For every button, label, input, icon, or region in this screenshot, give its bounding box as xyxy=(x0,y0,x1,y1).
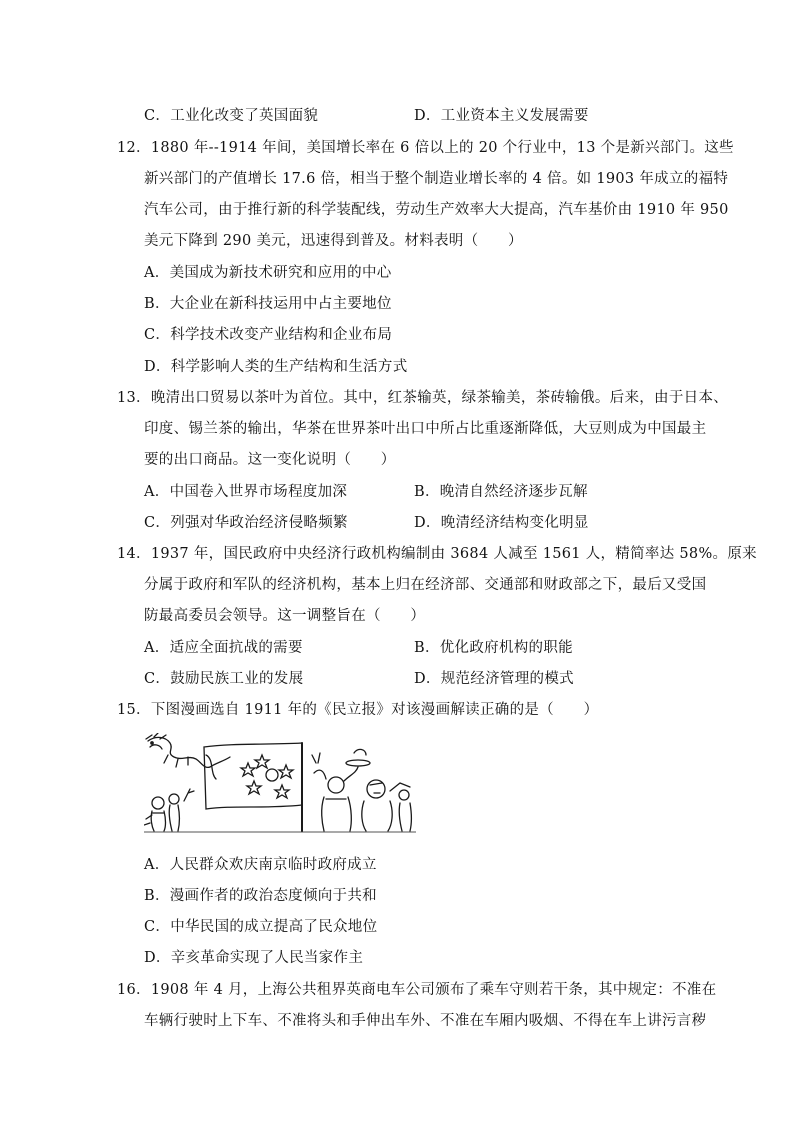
q14-option-b: B．优化政府机构的职能 xyxy=(414,640,573,656)
q12-stem-line-1: 12．1880 年--1914 年间，美国增长率在 6 倍以上的 20 个行业中，13 个是新兴部门。这些 xyxy=(117,140,734,156)
q15-stem-line-1: 15．下图漫画选自 1911 年的《民立报》对该漫画解读正确的是（ ） xyxy=(117,702,599,718)
q13-option-b: B．晚清自然经济逐步瓦解 xyxy=(414,484,588,500)
q13-stem-line-1: 13．晚清出口贸易以茶叶为首位。其中，红茶输英，绿茶输美，茶砖输俄。后来，由于日本、 xyxy=(117,390,729,406)
q13-option-c: C．列强对华政治经济侵略频繁 xyxy=(144,515,348,531)
q11-option-c: C．工业化改变了英国面貌 xyxy=(144,108,319,124)
dragon-figure xyxy=(146,733,230,767)
q14-option-c: C．鼓励民族工业的发展 xyxy=(144,671,304,687)
crowd-left-figures xyxy=(144,789,194,831)
q12-option-b: B．大企业在新科技运用中占主要地位 xyxy=(144,296,392,312)
crowd-right-figures xyxy=(312,749,412,831)
q15-option-a: A．人民群众欢庆南京临时政府成立 xyxy=(144,857,377,873)
cartoon-illustration xyxy=(144,733,416,833)
q13-stem-line-3: 要的出口商品。这一变化说明（ ） xyxy=(144,452,396,468)
q14-option-a: A．适应全面抗战的需要 xyxy=(144,640,303,656)
q15-option-b: B．漫画作者的政治态度倾向于共和 xyxy=(144,888,377,904)
q12-stem-line-2: 新兴部门的产值增长 17.6 倍，相当于整个制造业增长率的 4 倍。如 1903 年成立的福特 xyxy=(144,171,729,187)
q12-stem-line-4: 美元下降到 290 美元，迅速得到普及。材料表明（ ） xyxy=(144,233,523,249)
q12-option-a: A．美国成为新技术研究和应用的中心 xyxy=(144,265,392,281)
republic-flag xyxy=(204,743,302,831)
q11-option-d: D．工业资本主义发展需要 xyxy=(414,108,589,124)
q13-option-d: D．晚清经济结构变化明显 xyxy=(414,515,589,531)
q13-option-a: A．中国卷入世界市场程度加深 xyxy=(144,484,348,500)
q15-option-c: C．中华民国的成立提高了民众地位 xyxy=(144,919,378,935)
q14-stem-line-3: 防最高委员会领导。这一调整旨在（ ） xyxy=(144,608,426,624)
q14-stem-line-2: 分属于政府和军队的经济机构，基本上归在经济部、交通部和财政部之下，最后又受国 xyxy=(144,577,707,593)
q12-option-c: C．科学技术改变产业结构和企业布局 xyxy=(144,327,393,343)
q12-stem-line-3: 汽车公司，由于推行新的科学装配线，劳动生产效率大大提高，汽车基价由 1910 年 950 xyxy=(144,202,729,218)
q14-stem-line-1: 14．1937 年，国民政府中央经济行政机构编制由 3684 人减至 1561 人，精简率达 58%。原来 xyxy=(117,546,757,562)
q14-option-d: D．规范经济管理的模式 xyxy=(414,671,574,687)
q12-option-d: D．科学影响人类的生产结构和生活方式 xyxy=(144,359,408,375)
q16-stem-line-2: 车辆行驶时上下车、不准将头和手伸出车外、不准在车厢内吸烟、不得在车上讲污言秽 xyxy=(144,1013,707,1029)
q16-stem-line-1: 16．1908 年 4 月，上海公共租界英商电车公司颁布了乘车守则若干条，其中规定：不准在 xyxy=(117,982,717,998)
q13-stem-line-2: 印度、锡兰茶的输出，华茶在世界茶叶出口中所占比重逐渐降低，大豆则成为中国最主 xyxy=(144,421,707,437)
q15-option-d: D．辛亥革命实现了人民当家作主 xyxy=(144,950,364,966)
